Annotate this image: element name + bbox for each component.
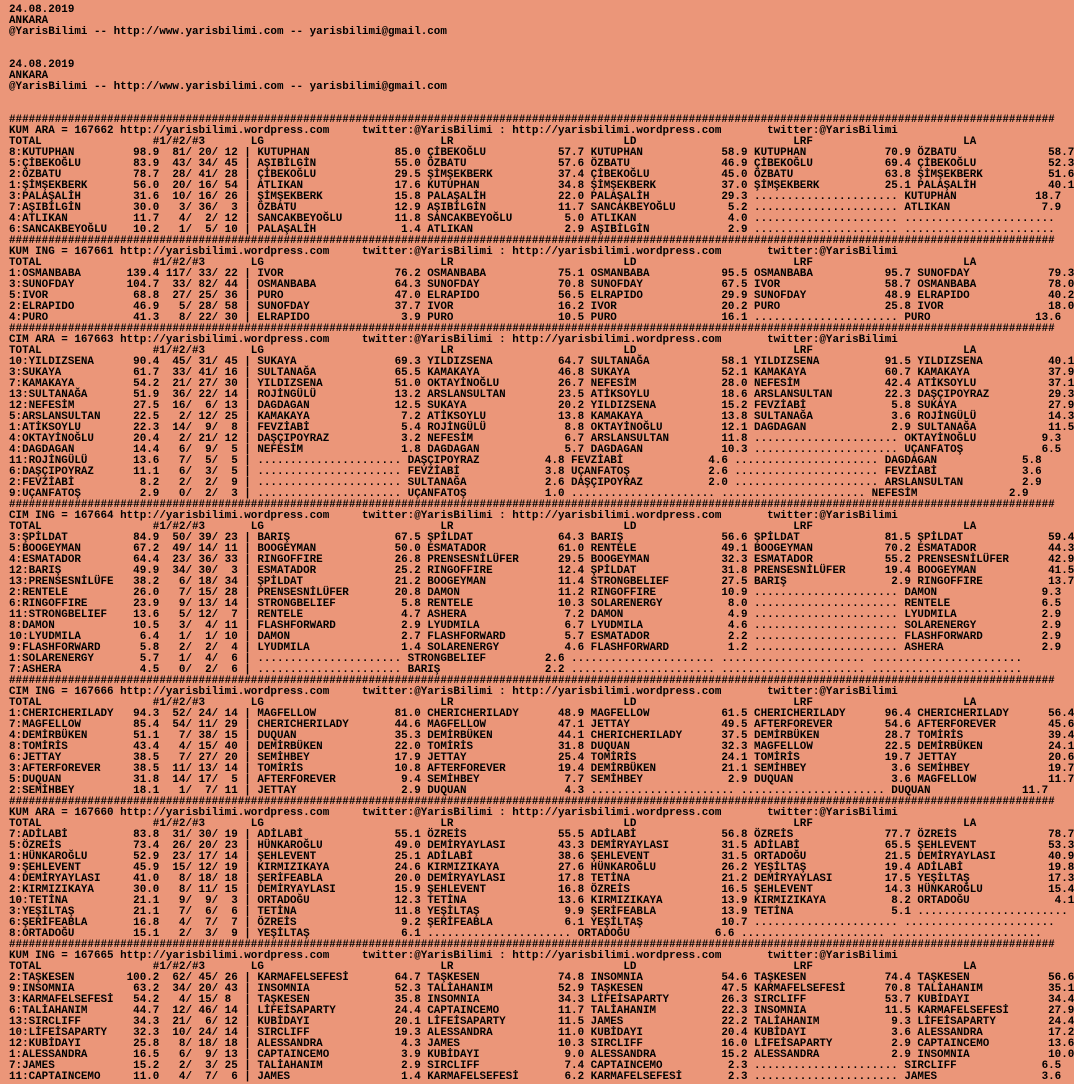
text-line: TOTAL #1/#2/#3 LG LR LD LRF LA [9,961,977,973]
text-line: 6:TALİAHANIM 44.7 12/ 46/ 14 | LİFEİSAPARTY 24.4 CAPTAINCEMO 11.7 TALİAHANIM 22.3 INSOMNIA 11.5 KARMAFELSEFESİ 27.9 [9,1005,1074,1017]
text-line: 9:FLASHFORWARD 5.8 2/ 2/ 4 | LYUDMILA 1.4 SOLARENERGY 4.6 FLASHFORWARD 1.2 ...................... ASHERA 2.9 [9,642,1062,654]
text-line: 5:BOOGEYMAN 67.2 49/ 14/ 11 | BOOGEYMAN 50.0 ESMATADOR 61.0 RENTELE 49.1 BOOGEYMAN 70.2 ESMATADOR 44.3 [9,543,1074,555]
text-line: 4:ESMATADOR 64.4 23/ 36/ 33 | RINGOFFIRE 26.8 PRENSESNİLÜFER 29.5 BOOGEYMAN 32.3 ESMATADOR 55.2 PRENSESNİLÜFER 42.9 [9,554,1074,566]
text-line: ################################################################################################################################################################ [9,675,1055,687]
text-line: 7:AŞIBİLGİN 30.0 3/ 36/ 3 | ÖZBATU 12.9 AŞIBİLGİN 11.7 SANCAKBEYOĞLU 5.2 ...................... ATLIKAN 7.9 [9,202,1062,214]
text-line: TOTAL #1/#2/#3 LG LR LD LRF LA [9,818,977,830]
text-line [9,49,1071,60]
text-line [9,93,1071,104]
text-line: 7:MAGFELLOW 85.4 54/ 11/ 29 | CHERICHERILADY 44.6 MAGFELLOW 47.1 JETTAY 49.5 AFTERFOREVER 54.6 AFTERFOREVER 45.6 [9,719,1074,731]
text-line: 2:ÖZBATU 78.7 28/ 41/ 28 | ÇİBEKOĞLU 29.5 ŞİMŞEKBERK 37.4 ÇİBEKOĞLU 45.0 ÖZBATU 63.8 ŞİMŞEKBERK 51.6 [9,169,1074,181]
text-line: 2:KIRMIZIKAYA 30.0 8/ 11/ 15 | DEMİRYAYLASI 15.9 ŞEHLEVENT 16.8 ÖZREİS 16.5 ŞEHLEVENT 14.3 HÜNKAROĞLU 15.4 [9,884,1074,896]
text-line: 3:AFTERFOREVER 38.5 11/ 13/ 14 | TOMİRİS 10.8 AFTERFOREVER 19.4 DEMİRBÜKEN 21.1 SEMİHBEY 3.6 SEMİHBEY 19.7 [9,763,1074,775]
text-line: 11:STRONGBELIEF 13.6 5/ 12/ 7 | RENTELE 4.7 ASHERA 7.2 DAMON 4.9 ...................... LYUDMILA 2.9 [9,609,1062,621]
text-line: 3:KARMAFELSEFESİ 54.2 4/ 15/ 8 | TAŞKESEN 35.8 INSOMNIA 34.3 LİFEİSAPARTY 26.3 SIRCLIFF 53.7 KUBİDAYI 34.4 [9,994,1074,1006]
text-line: 5:IVOR 68.8 27/ 25/ 36 | PURO 47.0 ELRAPIDO 56.5 ELRAPIDO 29.9 SUNOFDAY 48.9 ELRAPIDO 40.2 [9,290,1074,302]
text-line: 12:KUBİDAYI 25.8 8/ 18/ 18 | ALESSANDRA 4.3 JAMES 10.3 SIRCLIFF 16.0 LİFEİSAPARTY 2.9 CAPTAINCEMO 13.6 [9,1038,1074,1050]
text-sheet [9,4,1074,1083]
text-line: TOTAL #1/#2/#3 LG LR LD LRF LA [9,345,977,357]
text-line: 9:ŞEHLEVENT 45.9 15/ 12/ 19 | KIRMIZIKAYA 24.6 KIRMIZIKAYA 27.6 HÜNKAROĞLU 26.2 YEŞİLTAŞ 19.4 ADİLABİ 19.8 [9,862,1074,874]
text-line: 8:ORTADOĞU 15.1 2/ 3/ 9 | YEŞİLTAŞ 6.1 ...................... ORTADOĞU 6.6 ...................... ....................... [9,928,1042,940]
text-line: KUM ING = 167661 http://yarisbilimi.wordpress.com twitter:@YarisBilimi : http://yarisbilimi.wordpress.com twitter:@YarisBilimi [9,246,898,258]
text-line: 3:ŞPİLDAT 84.9 50/ 39/ 23 | BARIŞ 67.5 ŞPİLDAT 64.3 BARIŞ 56.6 ŞPİLDAT 81.5 ŞPİLDAT 59.4 [9,532,1074,544]
text-line: 2:ELRAPIDO 46.9 5/ 28/ 58 | SUNOFDAY 37.7 IVOR 16.2 IVOR 20.2 PURO 25.8 IVOR 18.0 [9,301,1074,313]
text-line: ################################################################################################################################################################ [9,796,1055,808]
text-line: 7:JAMES 15.2 2/ 3/ 25 | TALİAHANIM 2.9 SIRCLIFF 7.4 CAPTAINCEMO 2.3 ...................... SIRCLIFF 6.5 [9,1060,1062,1072]
text-line: 9:INSOMNIA 63.2 34/ 20/ 43 | INSOMNIA 52.3 TALİAHANIM 52.9 TAŞKESEN 47.5 KARMAFELSEFESİ 70.8 TALİAHANIM 35.1 [9,983,1074,995]
text-line: 8:KUTUPHAN 98.9 81/ 20/ 12 | KUTUPHAN 85.0 ÇİBEKOĞLU 57.7 KUTUPHAN 58.9 KUTUPHAN 70.9 ÖZBATU 58.7 [9,147,1074,159]
text-line: 11:ROJİNGÜLÜ 13.6 7/ 5/ 5 | ...................... DAŞÇIPOYRAZ 4.8 FEVZİABİ 4.6 ...................... DAGDAGAN 5.8 [9,455,1042,467]
text-line: 3:SUNOFDAY 104.7 33/ 82/ 44 | OSMANBABA 64.3 SUNOFDAY 70.8 SUNOFDAY 67.5 IVOR 58.7 OSMANBABA 78.0 [9,279,1074,291]
text-line: 12:BARIŞ 49.9 34/ 30/ 3 | ESMATADOR 25.2 RINGOFFIRE 12.4 ŞPİLDAT 31.8 PRENSESNİLÜFER 19.4 BOOGEYMAN 41.5 [9,565,1074,577]
text-line: 3:PALAŞALİH 31.6 10/ 16/ 26 | ŞİMŞEKBERK 15.8 PALAŞALİH 22.0 PALAŞALİH 29.3 ...................... KUTUPHAN 18.7 [9,191,1062,203]
text-line [9,38,1071,49]
text-line: ################################################################################################################################################################ [9,939,1055,951]
text-line: 11:CAPTAINCEMO 11.0 4/ 7/ 6 | JAMES 1.4 KARMAFELSEFESİ 6.2 KARMAFELSEFESİ 2.3 ...................... JAMES 3.6 [9,1071,1062,1083]
text-line: CIM ING = 167666 http://yarisbilimi.wordpress.com twitter:@YarisBilimi : http://yarisbilimi.wordpress.com twitter:@YarisBilimi [9,686,898,698]
text-line: 1:OSMANBABA 139.4 117/ 33/ 22 | IVOR 76.2 OSMANBABA 75.1 OSMANBABA 95.5 OSMANBABA 95.7 SUNOFDAY 79.3 [9,268,1074,280]
text-line: ################################################################################################################################################################ [9,235,1055,247]
text-line: 13:SIRCLIFF 34.3 21/ 6/ 12 | KUBİDAYI 20.1 LİFEİSAPARTY 11.5 JAMES 22.2 TALİAHANIM 9.3 LİFEİSAPARTY 24.4 [9,1016,1074,1028]
text-line: 8:TOMİRİS 43.4 4/ 15/ 40 | DEMİRBÜKEN 22.0 TOMİRİS 31.8 DUQUAN 32.3 MAGFELLOW 22.5 DEMİRBÜKEN 24.1 [9,741,1074,753]
text-line: ################################################################################################################################################################ [9,323,1055,335]
text-line: 4:DAGDAGAN 14.4 6/ 9/ 5 | NEFESİM 1.8 DAGDAGAN 5.7 DAGDAGAN 10.3 ...................... UÇANFATOŞ 6.5 [9,444,1062,456]
text-line: @YarisBilimi -- http://www.yarisbilimi.com -- yarisbilimi@gmail.com [9,81,447,93]
text-line: 9:UÇANFATOŞ 2.9 0/ 2/ 3 | ...................... UÇANFATOŞ 1.0 ...................... ...................... NEFESİM 2.9 [9,488,1029,500]
text-line: 13:SULTANAĞA 51.9 36/ 22/ 14 | ROJİNGÜLÜ 13.2 ARSLANSULTAN 23.5 ATİKSOYLU 18.6 ARSLANSULTAN 22.3 DAŞÇIPOYRAZ 29.3 [9,389,1074,401]
text-line: 12:NEFESİM 27.5 16/ 6/ 13 | DAGDAGAN 12.5 SUKAYA 20.2 YILDIZSENA 15.2 FEVZİABİ 5.8 SUKAYA 27.9 [9,400,1074,412]
text-line: ANKARA [9,15,49,27]
text-line: 4:DEMİRBÜKEN 51.1 7/ 38/ 15 | DUQUAN 35.3 DEMİRBÜKEN 44.1 CHERICHERILADY 37.5 DEMİRBÜKEN 28.7 TOMİRİS 39.4 [9,730,1074,742]
text-line: 24.08.2019 [9,4,75,16]
text-line: CIM ARA = 167663 http://yarisbilimi.wordpress.com twitter:@YarisBilimi : http://yarisbilimi.wordpress.com twitter:@YarisBilimi [9,334,898,346]
text-line: KUM ING = 167665 http://yarisbilimi.wordpress.com twitter:@YarisBilimi : http://yarisbilimi.wordpress.com twitter:@YarisBilimi [9,950,898,962]
text-line: 6:JETTAY 38.5 7/ 27/ 20 | SEMİHBEY 17.9 JETTAY 25.4 TOMİRİS 24.1 TOMİRİS 19.7 JETTAY 20.6 [9,752,1074,764]
text-line: 1:SOLARENERGY 5.7 1/ 4/ 6 | ...................... STRONGBELIEF 2.6 ...................... ...................... ....................... [9,653,1022,665]
text-line: 6:ŞERİFEABLA 16.8 4/ 7/ 7 | ÖZREİS 9.2 ŞERİFEABLA 6.1 YEŞİLTAŞ 10.7 ...................... ....................... [9,917,1055,929]
text-line: 1:CHERICHERILADY 94.3 52/ 24/ 14 | MAGFELLOW 81.0 CHERICHERILADY 48.9 MAGFELLOW 61.5 CHERICHERILADY 96.4 CHERICHERILADY 56.4 [9,708,1074,720]
text-line: 1:ALESSANDRA 16.5 6/ 9/ 13 | CAPTAINCEMO 3.9 KUBİDAYI 9.0 ALESSANDRA 15.2 ALESSANDRA 2.9 INSOMNIA 10.0 [9,1049,1074,1061]
text-line: 6:RINGOFFIRE 23.9 9/ 13/ 14 | STRONGBELIEF 5.8 RENTELE 10.3 SOLARENERGY 8.0 ...................... RENTELE 6.5 [9,598,1062,610]
text-line: 7:KAMAKAYA 54.2 21/ 27/ 30 | YILDIZSENA 51.0 OKTAYİNOĞLU 26.7 NEFESİM 28.0 NEFESİM 42.4 ATİKSOYLU 37.1 [9,378,1074,390]
text-line: 1:ŞİMŞEKBERK 56.0 20/ 16/ 54 | ATLIKAN 17.6 KUTUPHAN 34.8 ŞİMŞEKBERK 37.0 ŞİMŞEKBERK 25.1 PALAŞALİH 40.1 [9,180,1074,192]
text-line: 2:SEMİHBEY 18.1 1/ 7/ 11 | JETTAY 2.9 DUQUAN 4.3 ...................... ...................... DUQUAN 11.7 [9,785,1049,797]
text-line: 2:TAŞKESEN 100.2 62/ 45/ 26 | KARMAFELSEFESİ 64.7 TAŞKESEN 74.8 INSOMNIA 54.6 TAŞKESEN 74.4 TAŞKESEN 56.6 [9,972,1074,984]
text-line: 10:LİFEİSAPARTY 32.3 10/ 24/ 14 | SIRCLIFF 19.3 ALESSANDRA 11.0 KUBİDAYI 20.4 KUBİDAYI 3.6 ALESSANDRA 17.2 [9,1027,1074,1039]
text-line: 1:ATİKSOYLU 22.3 14/ 9/ 8 | FEVZİABİ 5.4 ROJİNGÜLÜ 8.8 OKTAYİNOĞLU 12.1 DAGDAGAN 2.9 SULTANAĞA 11.5 [9,422,1074,434]
text-line: KUM ARA = 167662 http://yarisbilimi.wordpress.com twitter:@YarisBilimi : http://yarisbilimi.wordpress.com twitter:@YarisBilimi [9,125,898,137]
text-line: 6:SANCAKBEYOĞLU 10.2 1/ 5/ 10 | PALAŞALİH 1.4 ATLIKAN 2.9 AŞIBİLGİN 2.9 ...................... ....................... [9,224,1055,236]
text-line: TOTAL #1/#2/#3 LG LR LD LRF LA [9,521,977,533]
text-line: 6:DAŞÇIPOYRAZ 11.1 6/ 3/ 5 | ...................... FEVZİABİ 3.8 UÇANFATOŞ 2.6 ...................... FEVZİABİ 3.6 [9,466,1042,478]
text-line: 8:DAMON 10.5 3/ 4/ 11 | FLASHFORWARD 2.9 LYUDMILA 6.7 LYUDMILA 4.6 ...................... SOLARENERGY 2.9 [9,620,1062,632]
text-line: ANKARA [9,70,49,82]
text-line: 5:ARSLANSULTAN 22.5 2/ 12/ 25 | KAMAKAYA 7.2 ATİKSOYLU 13.8 KAMAKAYA 13.8 SULTANAĞA 3.6 ROJİNGÜLÜ 14.3 [9,411,1074,423]
text-line: 2:FEVZİABİ 8.2 2/ 2/ 9 | ...................... SULTANAĞA 2.6 DAŞÇIPOYRAZ 2.0 ...................... ARSLANSULTAN 2.9 [9,477,1042,489]
text-line: 13:PRENSESNİLÜFE 38.2 6/ 18/ 34 | ŞPİLDAT 21.2 BOOGEYMAN 11.4 STRONGBELIEF 27.5 BARIŞ 2.9 RINGOFFIRE 13.7 [9,576,1074,588]
text-line: CIM ING = 167664 http://yarisbilimi.wordpress.com twitter:@YarisBilimi : http://yarisbilimi.wordpress.com twitter:@YarisBilimi [9,510,898,522]
text-line: 5:ÖZREİS 73.4 26/ 20/ 23 | HÜNKAROĞLU 49.0 DEMİRYAYLASI 43.3 DEMİRYAYLASI 31.5 ADİLABİ 65.5 ŞEHLEVENT 53.3 [9,840,1074,852]
text-line: ################################################################################################################################################################ [9,114,1055,126]
text-line: 7:ADİLABİ 83.8 31/ 30/ 19 | ADİLABİ 55.1 ÖZREİS 55.5 ADİLABİ 56.8 ÖZREİS 77.7 ÖZREİS 78.7 [9,829,1074,841]
text-line: 1:HÜNKAROĞLU 52.9 23/ 17/ 14 | ŞEHLEVENT 25.1 ADİLABİ 38.6 ŞEHLEVENT 31.5 ORTADOĞU 21.5 DEMİRYAYLASI 40.9 [9,851,1074,863]
text-line: 10:YILDIZSENA 90.4 45/ 31/ 45 | SUKAYA 69.3 YILDIZSENA 64.7 SULTANAĞA 58.1 YILDIZSENA 91.5 YILDIZSENA 40.1 [9,356,1074,368]
text-line: 3:SUKAYA 61.7 33/ 41/ 16 | SULTANAĞA 65.5 KAMAKAYA 46.8 SUKAYA 52.1 KAMAKAYA 60.7 KAMAKAYA 37.9 [9,367,1074,379]
text-line: 5:ÇİBEKOĞLU 83.9 43/ 34/ 45 | AŞIBİLGİN 55.0 ÖZBATU 57.6 ÖZBATU 46.9 ÇİBEKOĞLU 69.4 ÇİBEKOĞLU 52.3 [9,158,1074,170]
text-line: TOTAL #1/#2/#3 LG LR LD LRF LA [9,136,977,148]
text-line: TOTAL #1/#2/#3 LG LR LD LRF LA [9,257,977,269]
text-line: 4:ATLIKAN 11.7 4/ 2/ 12 | SANCAKBEYOĞLU 11.8 SANCAKBEYOĞLU 5.0 ATLIKAN 4.0 ...................... ....................... [9,213,1055,225]
text-line: 4:PURO 41.3 8/ 22/ 30 | ELRAPIDO 3.9 PURO 10.5 PURO 16.1 ...................... PURO 13.6 [9,312,1062,324]
text-line: ################################################################################################################################################################ [9,499,1055,511]
text-line: 5:DUQUAN 31.8 14/ 17/ 5 | AFTERFOREVER 9.4 SEMİHBEY 7.7 SEMİHBEY 2.9 DUQUAN 3.6 MAGFELLOW 11.7 [9,774,1074,786]
text-line: 24.08.2019 [9,59,75,71]
text-line: 4:DEMİRYAYLASI 41.0 8/ 18/ 18 | ŞERİFEABLA 20.0 DEMİRYAYLASI 17.8 TETİNA 21.2 DEMİRYAYLASI 17.5 YEŞİLTAŞ 17.3 [9,873,1074,885]
text-line: 3:YEŞİLTAŞ 21.1 7/ 6/ 6 | TETİNA 11.8 YEŞİLTAŞ 9.9 ŞERİFEABLA 13.9 TETİNA 5.1 ....................... [9,906,1068,918]
text-line: TOTAL #1/#2/#3 LG LR LD LRF LA [9,697,977,709]
text-line: 4:OKTAYİNOĞLU 20.4 2/ 21/ 12 | DAŞÇIPOYRAZ 3.2 NEFESİM 6.7 ARSLANSULTAN 11.8 ...................... OKTAYİNOĞLU 9.3 [9,433,1062,445]
text-line: KUM ARA = 167660 http://yarisbilimi.wordpress.com twitter:@YarisBilimi : http://yarisbilimi.wordpress.com twitter:@YarisBilimi [9,807,898,819]
text-line: @YarisBilimi -- http://www.yarisbilimi.com -- yarisbilimi@gmail.com [9,26,447,38]
text-line: 2:RENTELE 26.0 7/ 15/ 28 | PRENSESNİLÜFER 20.8 DAMON 11.2 RINGOFFIRE 10.9 ...................... DAMON 9.3 [9,587,1062,599]
text-line: 10:TETİNA 21.1 9/ 9/ 3 | ORTADOĞU 12.3 TETİNA 13.6 KIRMIZIKAYA 13.9 KIRMIZIKAYA 8.2 ORTADOĞU 4.1 [9,895,1074,907]
text-line: 10:LYUDMILA 6.4 1/ 1/ 10 | DAMON 2.7 FLASHFORWARD 5.7 ESMATADOR 2.2 ...................... FLASHFORWARD 2.9 [9,631,1062,643]
text-line: 7:ASHERA 4.5 0/ 2/ 6 | ...................... BARIŞ 2.2 ...................... ...................... ....................... [9,664,1022,676]
